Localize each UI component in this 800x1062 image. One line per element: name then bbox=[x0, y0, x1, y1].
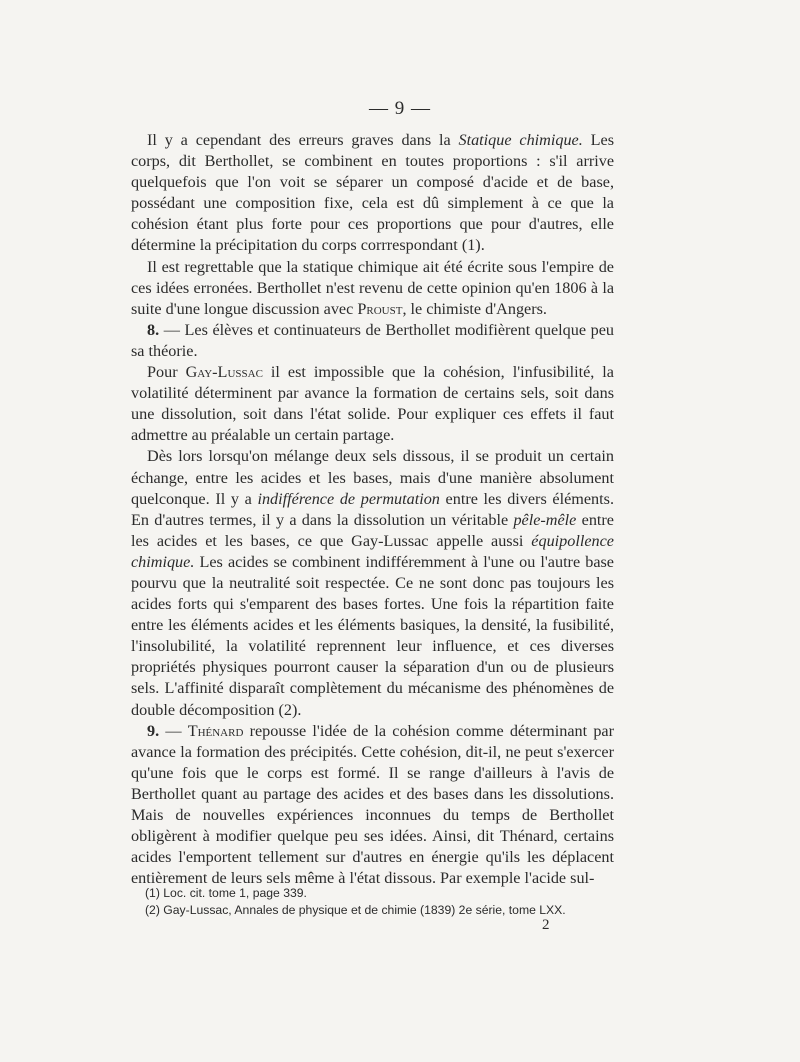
paragraph bbox=[131, 257, 614, 320]
footnotes bbox=[145, 885, 615, 919]
section-number: 9. bbox=[147, 721, 160, 740]
italic-text: indifférence de permutation bbox=[257, 489, 440, 508]
paragraph bbox=[131, 320, 614, 362]
text-run: Les corps, dit Berthollet, se combinent en toutes proportions : s'il arrive quelquefois que l'on voit se séparer un composé d'acide et de base, possédant une composition fixe, cela est dû simplement à ce que la cohésion étant plus forte pour ces proportions que pour d'autres, elle détermine la précipitation du corps corrrespondant (1). bbox=[131, 131, 614, 255]
text-run: , le chimiste d'Angers. bbox=[402, 299, 547, 318]
text-run: — Les élèves et continuateurs de Berthollet modifièrent quelque peu sa théorie. bbox=[131, 320, 614, 360]
author-name: Thénard bbox=[187, 721, 244, 740]
paragraph bbox=[131, 446, 614, 720]
author-name: Proust bbox=[357, 299, 403, 318]
text-run: entre les divers éléments. En d'autres termes, il y a dans la dissolution un véritable bbox=[131, 489, 614, 529]
paragraph bbox=[131, 362, 614, 446]
author-name: Gay-Lussac bbox=[185, 363, 263, 382]
text-run: Les acides se combinent indifféremment à l'une ou l'autre base pourvu que la neutralité soit respectée. Ce ne sont donc pas toujours les acides forts qui s'emparent des bases fortes. Une fois la répartition faite entre les éléments acides et les éléments basiques, la densité, la fusibilité, l'insolubilité, la volatilité reprennent leur influence, et ces diverses propriétés physiques pourront causer la séparation d'un ou de plusieurs sels. L'affinité disparaît complètement du mécanisme des phénomènes de double décomposition (2). bbox=[131, 552, 614, 719]
text-run: — bbox=[159, 721, 188, 740]
italic-text: Statique chimique. bbox=[458, 131, 583, 149]
text-run: entre les acides et les bases, ce que Gay-Lussac appelle aussi bbox=[131, 510, 614, 550]
section-number: 8. bbox=[147, 320, 160, 339]
text-run: Il y a cependant des erreurs graves dans la bbox=[147, 131, 459, 149]
signature-mark: 2 bbox=[542, 917, 550, 933]
text-run: Il est regrettable que la statique chimique ait été écrite sous l'empire de ces idées erronées. Berthollet n'est revenu de cette opinion qu'en 1806 à la suite d'une longue discussion avec bbox=[131, 257, 614, 318]
italic-text: équipollence chimique. bbox=[131, 531, 614, 571]
text-run: repousse l'idée de la cohésion comme déterminant par avance la formation des précipités. Cette cohésion, dit-il, ne peut s'exercer qu'une fois que le corps est formé. Il se range d'ailleurs à l'avis de Berthollet quant au partage des acides et des bases dans les dissolutions. Mais de nouvelles expériences inconnues du temps de Berthollet obligèrent à modifier quelque peu ses idées. Ainsi, dit Thénard, certains acides l'emportent tellement sur d'autres en énergie qu'ils les déplacent entièrement de leurs sels même à l'état dissous. Par exemple l'acide sul- bbox=[131, 721, 614, 888]
footnote-2: (2) Gay-Lussac, Annales de physique et de chimie (1839) 2e série, tome LXX. bbox=[145, 903, 566, 917]
paragraph bbox=[131, 130, 614, 257]
text-run: Dès lors lorsqu'on mélange deux sels dissous, il se produit un certain échange, entre les acides et les bases, mais d'une manière absolument quelconque. Il y a bbox=[131, 447, 614, 508]
paragraph bbox=[131, 721, 614, 890]
footnote-1: (1) Loc. cit. tome 1, page 339. bbox=[145, 886, 307, 900]
body-text bbox=[131, 130, 614, 889]
text-run: Pour bbox=[147, 363, 186, 382]
italic-text: pêle-mêle bbox=[513, 510, 577, 529]
text-run: il est impossible que la cohésion, l'infusibilité, la volatilité déterminent par avance la formation de certains sels, soit dans une dissolution, soit dans l'état solide. Pour expliquer ces effets il faut admettre au préalable un certain partage. bbox=[131, 363, 614, 445]
page-number-header: — 9 — bbox=[369, 98, 431, 119]
